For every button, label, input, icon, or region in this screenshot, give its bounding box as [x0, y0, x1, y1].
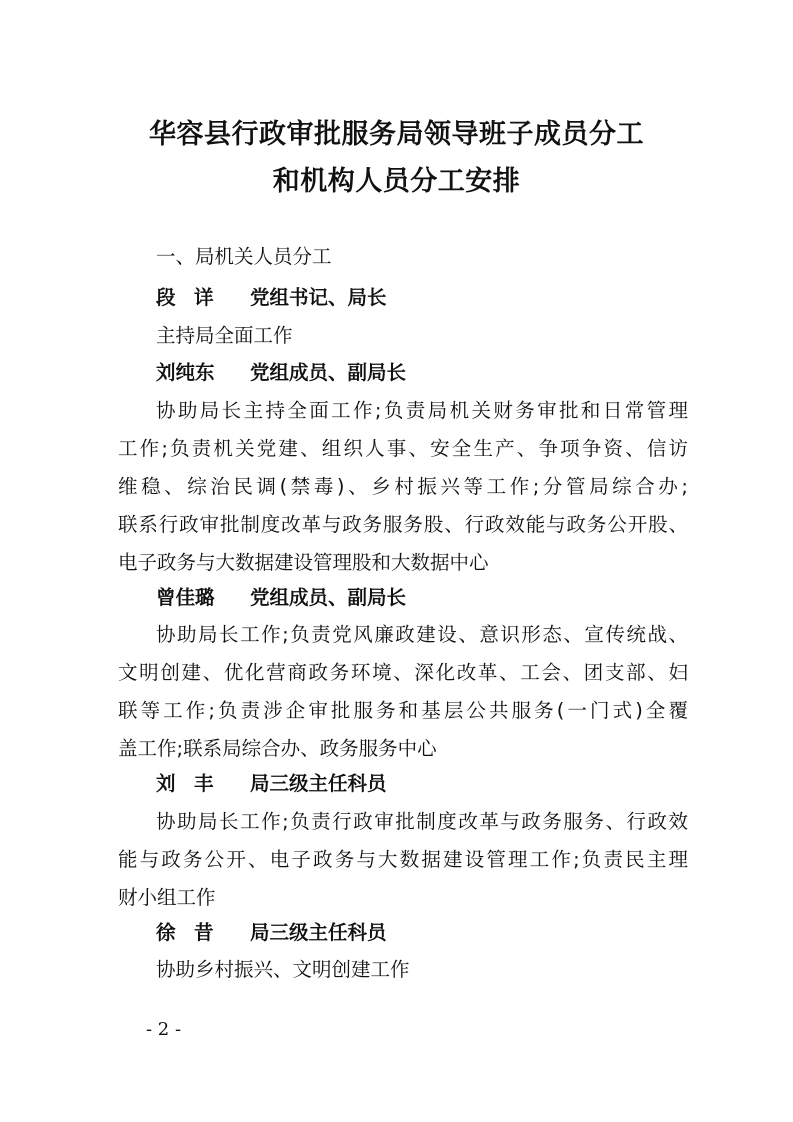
duty-line: 协助乡村振兴、文明创建工作 — [156, 958, 410, 981]
duty-line: 财小组工作 — [118, 886, 216, 909]
duty-line: 联等工作;负责涉企审批服务和基层公共服务(一门式)全覆 — [118, 699, 688, 722]
duty-line: 主持局全面工作 — [156, 324, 293, 347]
person-name-char: 丰 — [194, 772, 214, 795]
duty-line: 工作;负责机关党建、组织人事、安全生产、争项争资、信访 — [118, 437, 688, 460]
person-position: 局三级主任科员 — [250, 772, 387, 795]
person-heading-duan-xiang — [156, 279, 688, 317]
duty-line: 电子政务与大数据建设管理股和大数据中心 — [118, 551, 489, 574]
person-position: 党组书记、局长 — [250, 286, 387, 309]
duty-line: 盖工作;联系局综合办、政务服务中心 — [118, 737, 437, 760]
person-name-char: 段 — [156, 286, 176, 309]
duty-line: 维稳、综治民调(禁毒)、乡村振兴等工作;分管局综合办; — [118, 475, 688, 498]
duty-line: 协助局长主持全面工作;负责局机关财务审批和日常管理 — [156, 399, 688, 422]
person-position: 党组成员、副局长 — [250, 586, 407, 609]
duty-line: 文明创建、优化营商政务环境、深化改革、工会、团支部、妇 — [118, 661, 688, 684]
person-heading-zeng-jialu — [156, 579, 688, 617]
person-heading-liu-feng — [156, 765, 688, 803]
person-name-char: 刘 — [156, 772, 176, 795]
person-name-char: 详 — [194, 286, 214, 309]
person-name-char: 昔 — [194, 921, 214, 944]
person-heading-liu-chundong — [156, 354, 688, 392]
person-position: 局三级主任科员 — [250, 921, 387, 944]
duty-line: 协助局长工作;负责行政审批制度改革与政务服务、行政效 — [156, 810, 688, 833]
document-title-line-1: 华容县行政审批服务局领导班子成员分工 — [149, 119, 644, 150]
person-heading-xu-xi — [156, 914, 688, 952]
person-name: 曾佳璐 — [156, 586, 215, 609]
section-heading: 一、局机关人员分工 — [156, 245, 332, 268]
person-position: 党组成员、副局长 — [250, 361, 407, 384]
page-number: - 2 - — [146, 1019, 182, 1040]
duty-line: 协助局长工作;负责党风廉政建设、意识形态、宣传统战、 — [156, 623, 688, 646]
duty-line: 能与政务公开、电子政务与大数据建设管理工作;负责民主理 — [118, 848, 688, 871]
person-name: 刘纯东 — [156, 361, 215, 384]
person-name-char: 徐 — [156, 921, 176, 944]
duty-line: 联系行政审批制度改革与政务服务股、行政效能与政务公开股、 — [118, 513, 688, 536]
document-title-line-2: 和机构人员分工安排 — [272, 166, 521, 197]
